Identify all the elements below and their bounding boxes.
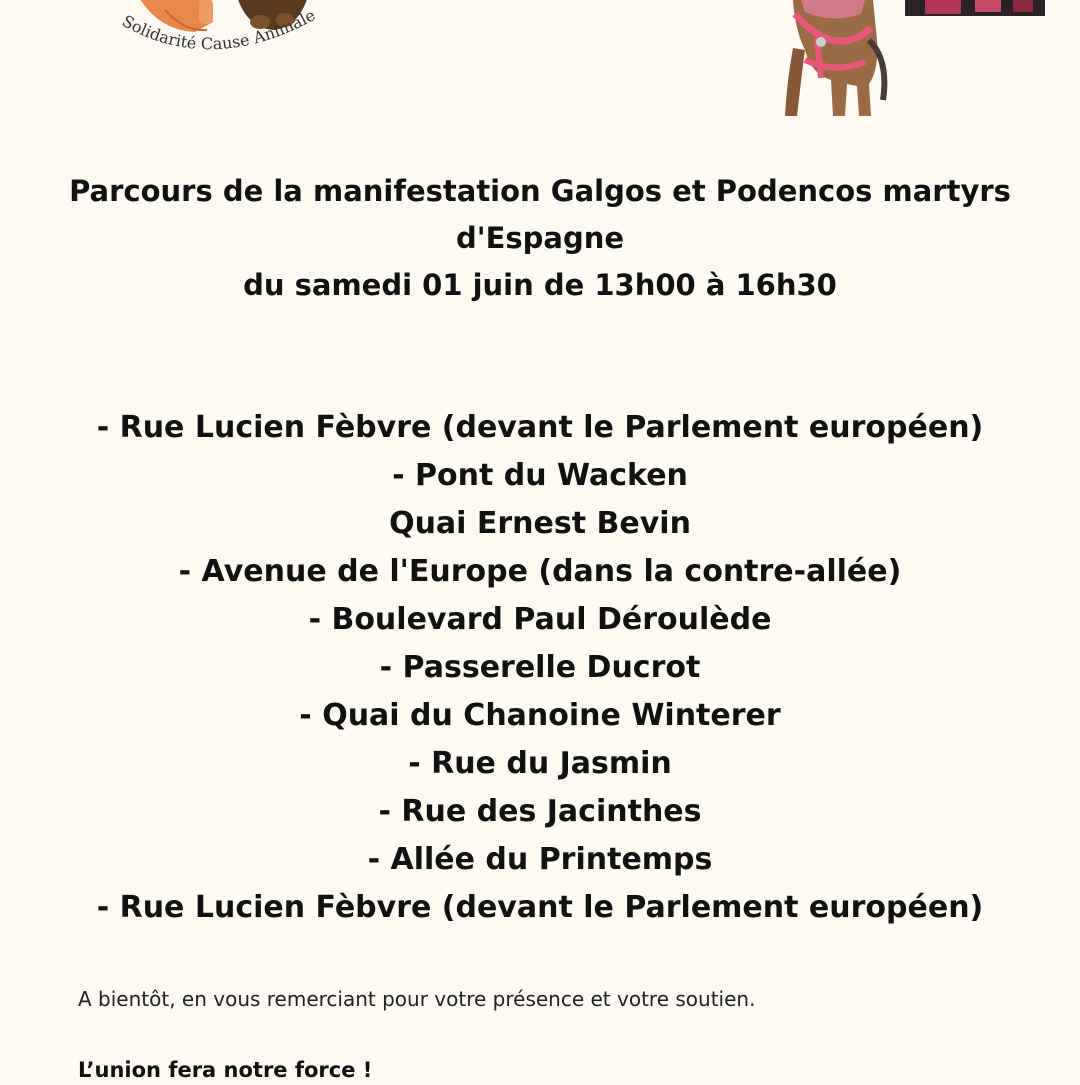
organization-logo bbox=[95, 0, 355, 60]
route-item: - Rue des Jacinthes bbox=[378, 794, 702, 829]
page-title bbox=[0, 168, 1080, 309]
route-item: Quai Ernest Bevin bbox=[389, 506, 691, 541]
route-item: - Rue du Jasmin bbox=[408, 746, 672, 781]
closing-slogan: L’union fera notre force ! bbox=[78, 1058, 373, 1082]
title-line-2: d'Espagne bbox=[455, 221, 625, 255]
route-item: - Boulevard Paul Déroulède bbox=[308, 602, 772, 637]
route-item: - Rue Lucien Fèbvre (devant le Parlement européen) bbox=[96, 410, 984, 445]
title-line-1: Parcours de la manifestation Galgos et Podencos martyrs bbox=[69, 174, 1011, 208]
paw-hands-logo-icon bbox=[95, 0, 355, 60]
route-list bbox=[0, 404, 1080, 932]
partial-photo bbox=[905, 0, 1045, 16]
route-item: - Pont du Wacken bbox=[392, 458, 688, 493]
title-line-3: du samedi 01 juin de 13h00 à 16h30 bbox=[243, 268, 837, 302]
thanks-message: A bientôt, en vous remerciant pour votre présence et votre soutien. bbox=[78, 987, 756, 1011]
route-item: - Allée du Printemps bbox=[367, 842, 713, 877]
greyhound-dog-illustration bbox=[765, 0, 905, 118]
route-item: - Passerelle Ducrot bbox=[379, 650, 701, 685]
logo-text: Solidarité Cause Animale bbox=[118, 5, 319, 54]
route-item: - Avenue de l'Europe (dans la contre-allée) bbox=[178, 554, 902, 589]
route-item: - Quai du Chanoine Winterer bbox=[299, 698, 781, 733]
route-item: - Rue Lucien Fèbvre (devant le Parlement européen) bbox=[96, 890, 984, 925]
